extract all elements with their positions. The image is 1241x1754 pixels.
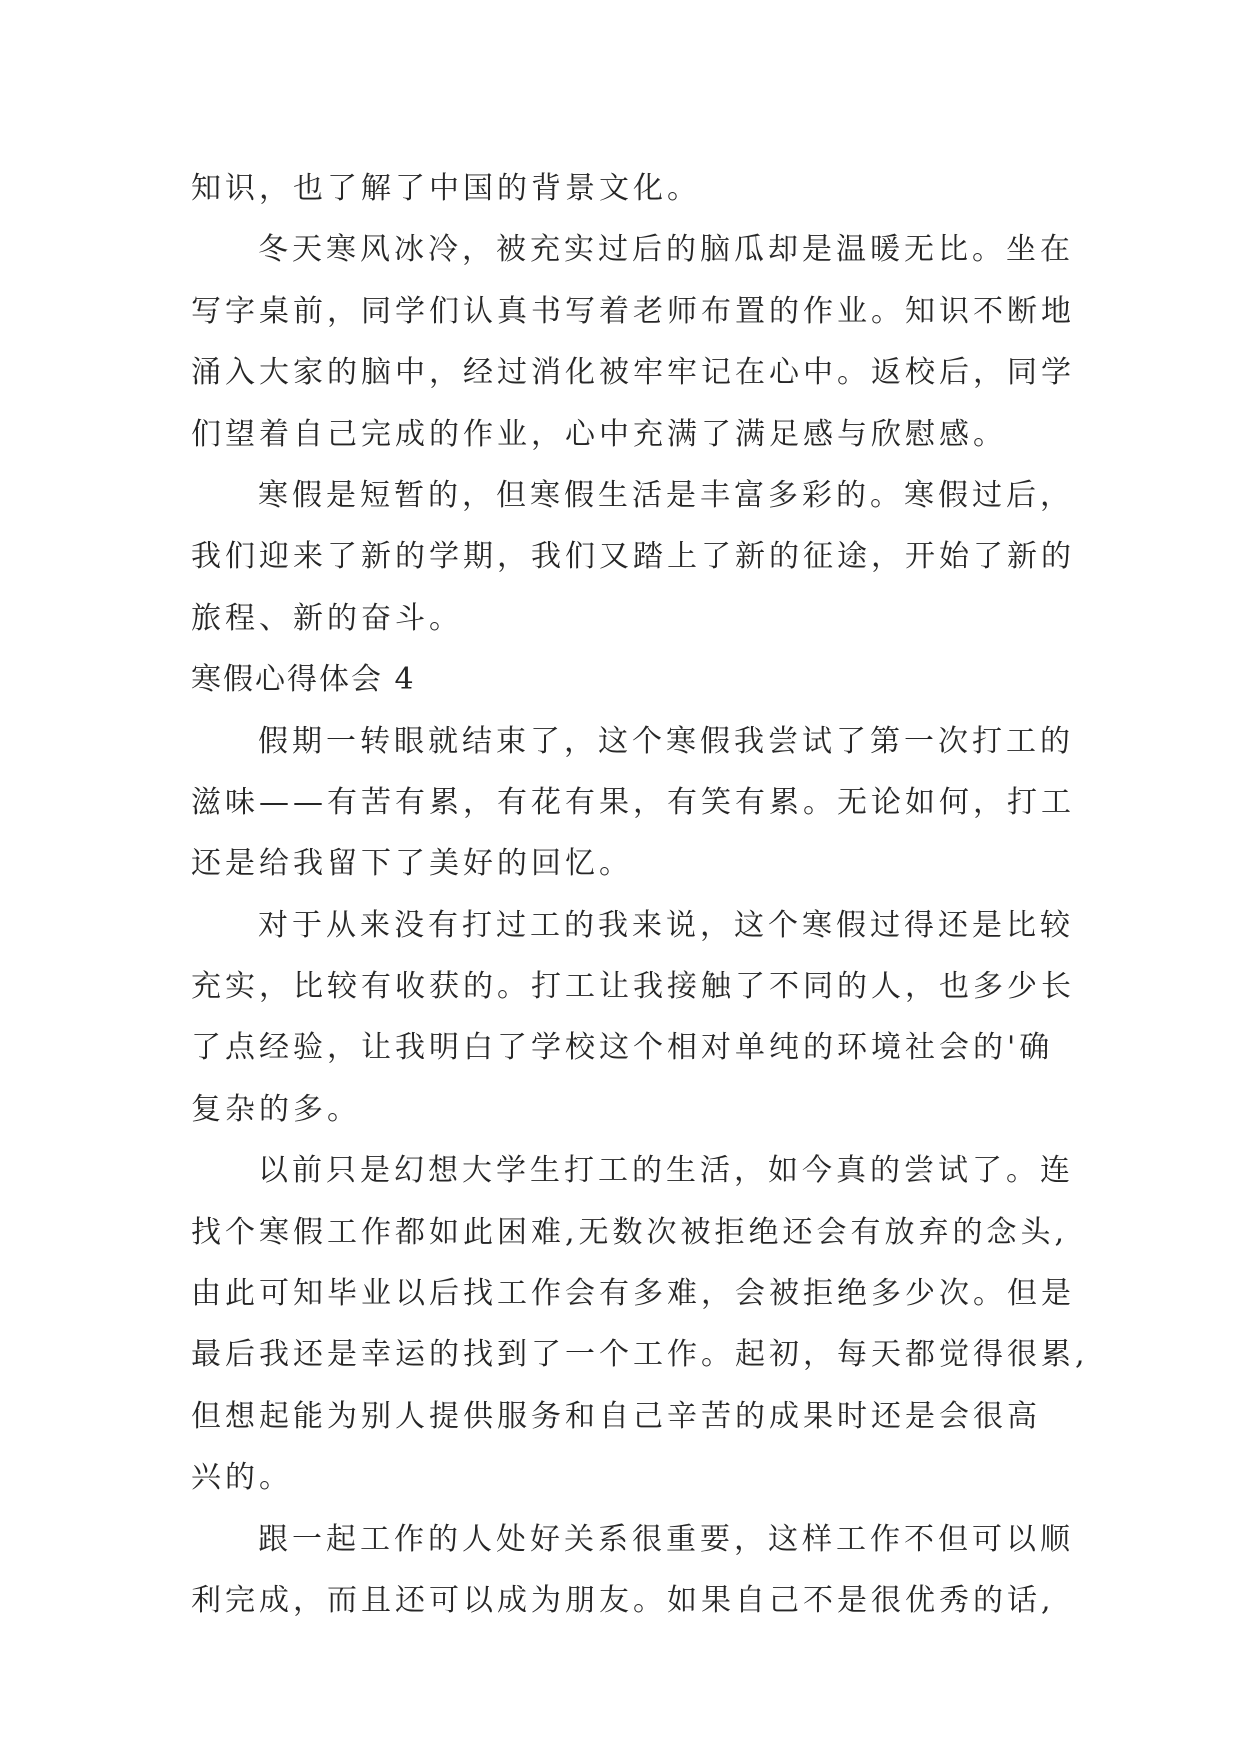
text-line: 滋味——有苦有累，有花有果，有笑有累。无论如何，打工 <box>191 784 1075 820</box>
section-heading: 寒假心得体会 4 <box>191 662 416 698</box>
text-line: 旅程、新的奋斗。 <box>191 600 463 636</box>
paragraph-first-line: 寒假是短暂的，但寒假生活是丰富多彩的。寒假过后， <box>258 477 1074 513</box>
text-line: 充实，比较有收获的。打工让我接触了不同的人，也多少长 <box>191 969 1075 1005</box>
text-line: 由此可知毕业以后找工作会有多难，会被拒绝多少次。但是 <box>191 1276 1075 1312</box>
text-line: 了点经验，让我明白了学校这个相对单纯的环境社会的'确 <box>191 1030 1054 1066</box>
text-line: 最后我还是幸运的找到了一个工作。起初，每天都觉得很累, <box>191 1337 1089 1373</box>
text-line: 兴的。 <box>191 1460 293 1496</box>
text-line: 涌入大家的脑中，经过消化被牢牢记在心中。返校后，同学 <box>191 355 1075 391</box>
paragraph-first-line: 对于从来没有打过工的我来说，这个寒假过得还是比较 <box>258 907 1074 943</box>
text-line: 还是给我留下了美好的回忆。 <box>191 846 633 882</box>
text-line: 写字桌前，同学们认真书写着老师布置的作业。知识不断地 <box>191 293 1075 329</box>
paragraph-first-line: 冬天寒风冰冷，被充实过后的脑瓜却是温暖无比。坐在 <box>258 232 1074 268</box>
text-line: 复杂的多。 <box>191 1091 361 1127</box>
text-line: 利完成，而且还可以成为朋友。如果自己不是很优秀的话, <box>191 1582 1055 1618</box>
text-line: 但想起能为别人提供服务和自己辛苦的成果时还是会很高 <box>191 1398 1041 1434</box>
text-line: 们望着自己完成的作业，心中充满了满足感与欣慰感。 <box>191 416 1007 452</box>
text-line: 知识，也了解了中国的背景文化。 <box>191 171 701 206</box>
paragraph-first-line: 以前只是幻想大学生打工的生活，如今真的尝试了。连 <box>258 1153 1074 1189</box>
paragraph-first-line: 假期一转眼就结束了，这个寒假我尝试了第一次打工的 <box>258 723 1074 759</box>
text-line: 我们迎来了新的学期，我们又踏上了新的征途，开始了新的 <box>191 539 1075 575</box>
paragraph-first-line: 跟一起工作的人处好关系很重要，这样工作不但可以顺 <box>258 1521 1074 1557</box>
document-body <box>191 158 1089 1631</box>
text-line: 找个寒假工作都如此困难,无数次被拒绝还会有放弃的念头, <box>191 1214 1069 1250</box>
